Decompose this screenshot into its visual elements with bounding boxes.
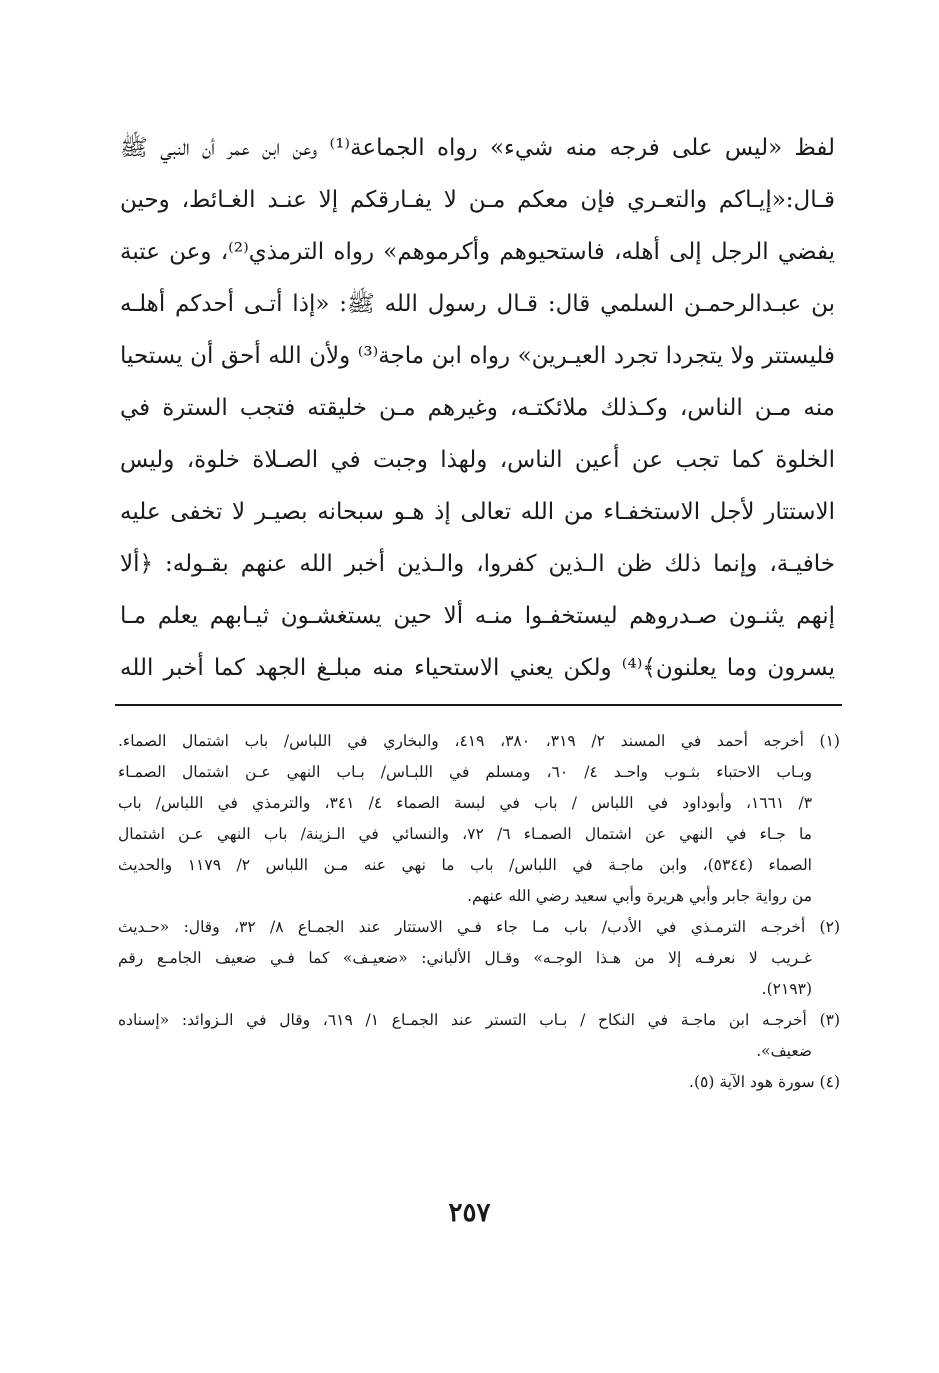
footnote-line: (٢) أخرجـه الترمـذي في الأدب/ باب مـا جاء فـي الاستتار عند الجمـاع ٨/ ٣٢، وقال: «حـديث bbox=[118, 918, 840, 936]
main-text bbox=[120, 122, 835, 694]
footnote-line: وبـاب الاحتباء بثـوب واحـد ٤/ ٦٠، ومسلم في اللبـاس/ بـاب النهي عـن اشتمال الصمـاء bbox=[118, 763, 813, 781]
footnote-line: (٢١٩٣). bbox=[761, 980, 812, 998]
page-number: ٢٥٧ bbox=[448, 1198, 491, 1228]
footnote-separator bbox=[115, 704, 842, 706]
footnote-line: الصماء (٥٣٤٤)، وابن ماجـة في اللباس/ باب ما نهي عنه مـن اللباس ٢/ ١١٧٩ والحديث bbox=[118, 856, 812, 874]
main-text-line: الاستتار لأجل الاستخفـاء من الله تعالى إذ هـو سبحانه بصيـر لا تخفى عليه bbox=[120, 499, 835, 525]
main-text-line: منه مـن الناس، وكـذلك ملائكتـه، وغيرهم مـن خليقته فتجب السترة في bbox=[120, 395, 835, 421]
main-text-line: لفظ «ليس على فرجه منه شيء» رواه الجماعة⁽¹⁾ وعن ابن عمر أن النبي ﷺ bbox=[120, 135, 835, 161]
footnote-line: (٤) سورة هود الآية (٥). bbox=[689, 1073, 840, 1091]
main-text-line: يسرون وما يعلنون﴾⁽⁴⁾ ولكن يعني الاستحياء منه مبلـغ الجهد كما أخبر الله bbox=[120, 655, 835, 681]
footnotes bbox=[118, 726, 840, 1098]
main-text-line: خافيـة، وإنما ذلك ظن الـذين كفروا، والـذين أخبر الله عنهم بقـوله: ﴿ألا bbox=[120, 551, 835, 577]
footnote-line: (٣) أخرجـه ابن ماجـة في النكاح / بـاب التستر عند الجمـاع ١/ ٦١٩، وقال في الـزوائد: «إسناده bbox=[118, 1011, 840, 1029]
main-text-line: إنهم يثنـون صـدروهم ليستخفـوا منـه ألا حين يستغشـون ثيـابهم يعلم مـا bbox=[120, 603, 835, 629]
main-text-line: الخلوة كما تجب عن أعين الناس، ولهذا وجبت في الصـلاة خلوة، وليس bbox=[120, 447, 835, 473]
footnote-line: ضعيف». bbox=[756, 1042, 812, 1060]
footnote-line: (١) أخرجه أحمد في المسند ٢/ ٣١٩، ٣٨٠، ٤١٩، والبخاري في اللباس/ باب اشتمال الصماء. bbox=[118, 732, 840, 750]
footnote-line: غـريب لا نعرفـه إلا من هـذا الوجـه» وقـال الألباني: «ضعيـف» كما فـي ضعيف الجامـع رقم bbox=[118, 949, 812, 967]
main-text-line: بن عبـدالرحمـن السلمي قال: قـال رسول الله ﷺ: «إذا أتـى أحدكم أهلـه bbox=[120, 291, 835, 317]
main-text-line: قـال:«إيـاكم والتعـري فإن معكم مـن لا يفـارقكم إلا عنـد الغـائط، وحين bbox=[120, 187, 835, 213]
main-text-line: يفضي الرجل إلى أهله، فاستحيوهم وأكرموهم» رواه الترمذي⁽²⁾، وعن عتبة bbox=[120, 239, 835, 265]
footnote-line: ٣/ ١٦٦١، وأبوداود في اللباس / باب في لبسة الصماء ٤/ ٣٤١، والترمذي في اللباس/ باب bbox=[118, 794, 813, 812]
main-text-line: فليستتر ولا يتجردا تجرد العيـرين» رواه ابن ماجة⁽³⁾ ولأن الله أحق أن يستحيا bbox=[120, 343, 835, 369]
footnote-line: ما جـاء في النهي عن اشتمال الصمـاء ٦/ ٧٢، والنسائي في الـزينة/ باب النهي عـن اشتمال bbox=[118, 825, 812, 843]
footnote-line: من رواية جابر وأبي هريرة وأبي سعيد رضي الله عنهم. bbox=[467, 887, 812, 905]
